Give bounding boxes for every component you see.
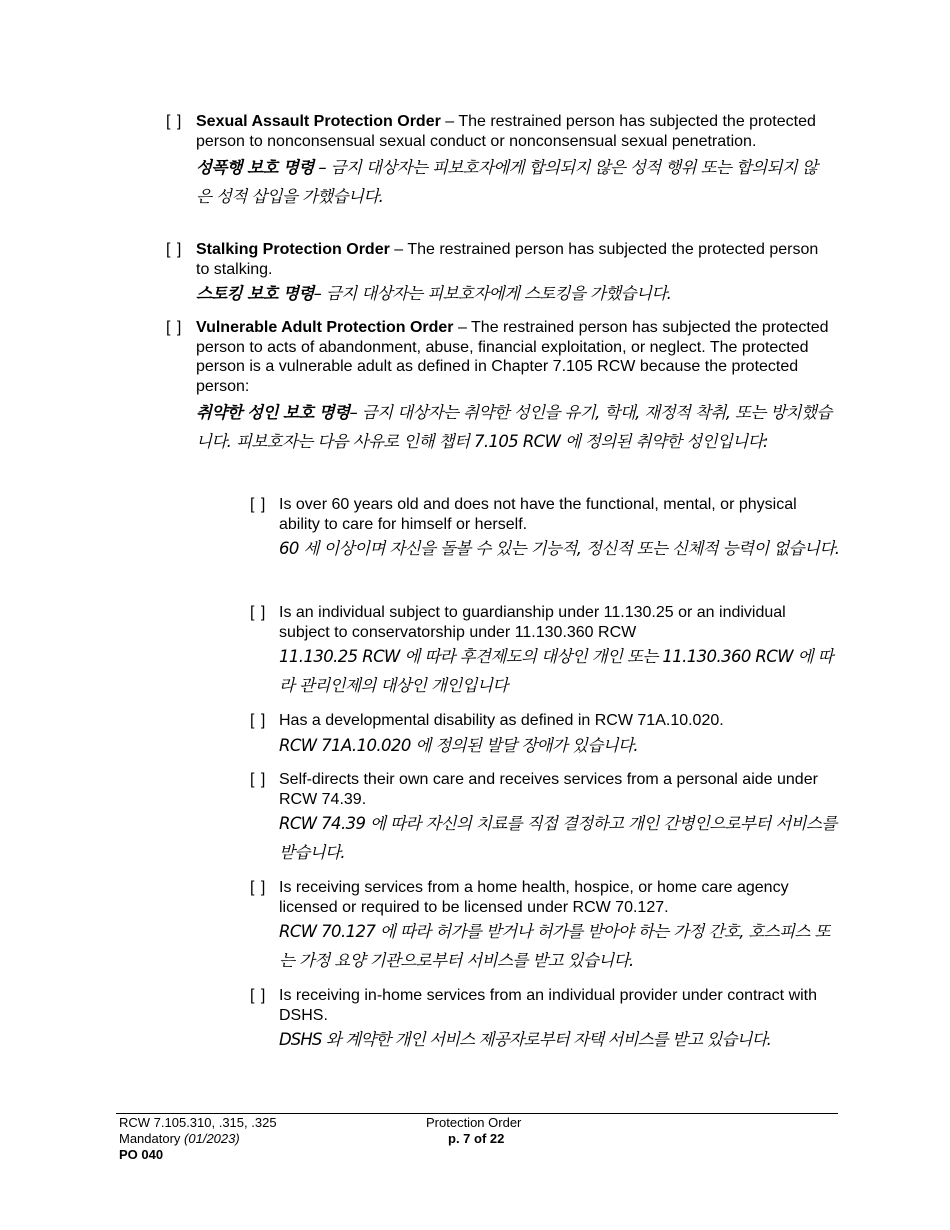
footer-form-title: Protection Order (426, 1115, 522, 1130)
checkbox-developmental-disability[interactable]: [ ] (250, 712, 267, 729)
order-description-ko: – 금지 대상자는 취약한 성인을 유기, 학대, 재정적 착취, 또는 방치했습니다. 피보호자는 다음 사유로 인해 챕터 7.105 RCW 에 정의된 취약한 성인입니다: (196, 403, 832, 451)
order-title: Vulnerable Adult Protection Order (196, 319, 454, 336)
condition-self-directs (250, 770, 840, 867)
condition-home-health (250, 878, 840, 975)
condition-text: Has a developmental disability as defined in RCW 71A.10.020. (279, 712, 724, 729)
condition-text: Is receiving in-home services from an individual provider under contract with DSHS. (279, 987, 818, 1024)
order-description: – The restrained person has subjected the protected person to acts of abandonment, abuse, financial exploitation, or neglect. The protected person is a vulnerable adult as defined in Chapter 7.105 RCW because the protected person: (196, 319, 829, 395)
checkbox-in-home-services[interactable]: [ ] (250, 987, 267, 1004)
order-title-ko: 취약한 성인 보호 명령 (196, 403, 350, 422)
footer-rcw: RCW 7.105.310, .315, .325 (119, 1115, 277, 1130)
condition-text: Is an individual subject to guardianship under 11.130.25 or an individual subject to conservatorship under 11.130.360 RCW (279, 604, 786, 641)
order-text (196, 240, 826, 279)
order-title-ko: 스토킹 보호 명령 (196, 284, 314, 303)
footer-left (119, 1115, 277, 1163)
checkbox-guardianship[interactable]: [ ] (250, 604, 267, 621)
order-description-ko: – 금지 대상자는 피보호자에게 스토킹을 가했습니다. (313, 284, 672, 303)
order-text-ko (196, 279, 826, 308)
condition-developmental-disability (250, 711, 840, 760)
condition-text: Is receiving services from a home health, hospice, or home care agency licensed or required to be licensed under RCW 70.127. (279, 879, 789, 916)
order-vulnerable-adult (166, 318, 832, 456)
footer-mandatory-date: (01/2023) (184, 1131, 240, 1146)
condition-text-ko: RCW 70.127 에 따라 허가를 받거나 허가를 받아야 하는 가정 간호, 호스피스 또는 가정 요양 기관으로부터 서비스를 받고 있습니다. (279, 922, 830, 970)
checkbox-sexual-assault[interactable]: [ ] (166, 113, 183, 130)
condition-text-ko: 11.130.25 RCW 에 따라 후견제도의 대상인 개인 또는 11.130.360 RCW 에 따라 관리인제의 대상인 개인입니다 (279, 647, 833, 695)
condition-text-ko: RCW 74.39 에 따라 자신의 치료를 직접 결정하고 개인 간병인으로부터 서비스를 받습니다. (279, 814, 837, 862)
checkbox-over-60[interactable]: [ ] (250, 496, 267, 513)
footer-center (426, 1115, 521, 1147)
checkbox-vulnerable-adult[interactable]: [ ] (166, 319, 183, 336)
order-description: – The restrained person has subjected the protected person to nonconsensual sexual conduct or nonconsensual sexual penetration. (196, 113, 816, 150)
checkbox-home-health[interactable]: [ ] (250, 879, 267, 896)
order-text-ko (196, 153, 826, 211)
order-description: – The restrained person has subjected the protected person to stalking. (196, 241, 819, 278)
condition-text-ko: 60 세 이상이며 자신을 돌볼 수 있는 기능적, 정신적 또는 신체적 능력이 없습니다. (279, 539, 840, 558)
order-title-ko: 성폭행 보호 명령 (196, 158, 314, 177)
order-text-ko (196, 398, 832, 456)
footer-mandatory: Mandatory (01/2023) (119, 1131, 240, 1146)
footer-form-code: PO 040 (119, 1147, 164, 1162)
footer-divider (116, 1113, 838, 1114)
order-sexual-assault (166, 112, 826, 211)
condition-text: Is over 60 years old and does not have the functional, mental, or physical ability to care for himself or herself. (279, 496, 797, 533)
checkbox-self-directs[interactable]: [ ] (250, 771, 267, 788)
condition-in-home-services (250, 986, 850, 1054)
condition-text-ko: RCW 71A.10.020 에 정의된 발달 장애가 있습니다. (279, 735, 638, 755)
condition-text-ko: DSHS 와 계약한 개인 서비스 제공자로부터 자택 서비스를 받고 있습니다. (279, 1030, 771, 1049)
order-text (196, 112, 826, 151)
order-title: Sexual Assault Protection Order (196, 113, 441, 130)
condition-guardianship (250, 603, 840, 700)
footer-page-number: p. 7 of 22 (448, 1131, 505, 1146)
condition-text: Self-directs their own care and receives services from a personal aide under RCW 74.39. (279, 771, 818, 808)
order-text (196, 318, 832, 396)
condition-over-60 (250, 495, 840, 563)
order-description-ko: – 금지 대상자는 피보호자에게 합의되지 않은 성적 행위 또는 합의되지 않은 성적 삽입을 가했습니다. (196, 158, 818, 206)
order-title: Stalking Protection Order (196, 241, 390, 258)
checkbox-stalking[interactable]: [ ] (166, 241, 183, 258)
order-stalking (166, 240, 826, 308)
